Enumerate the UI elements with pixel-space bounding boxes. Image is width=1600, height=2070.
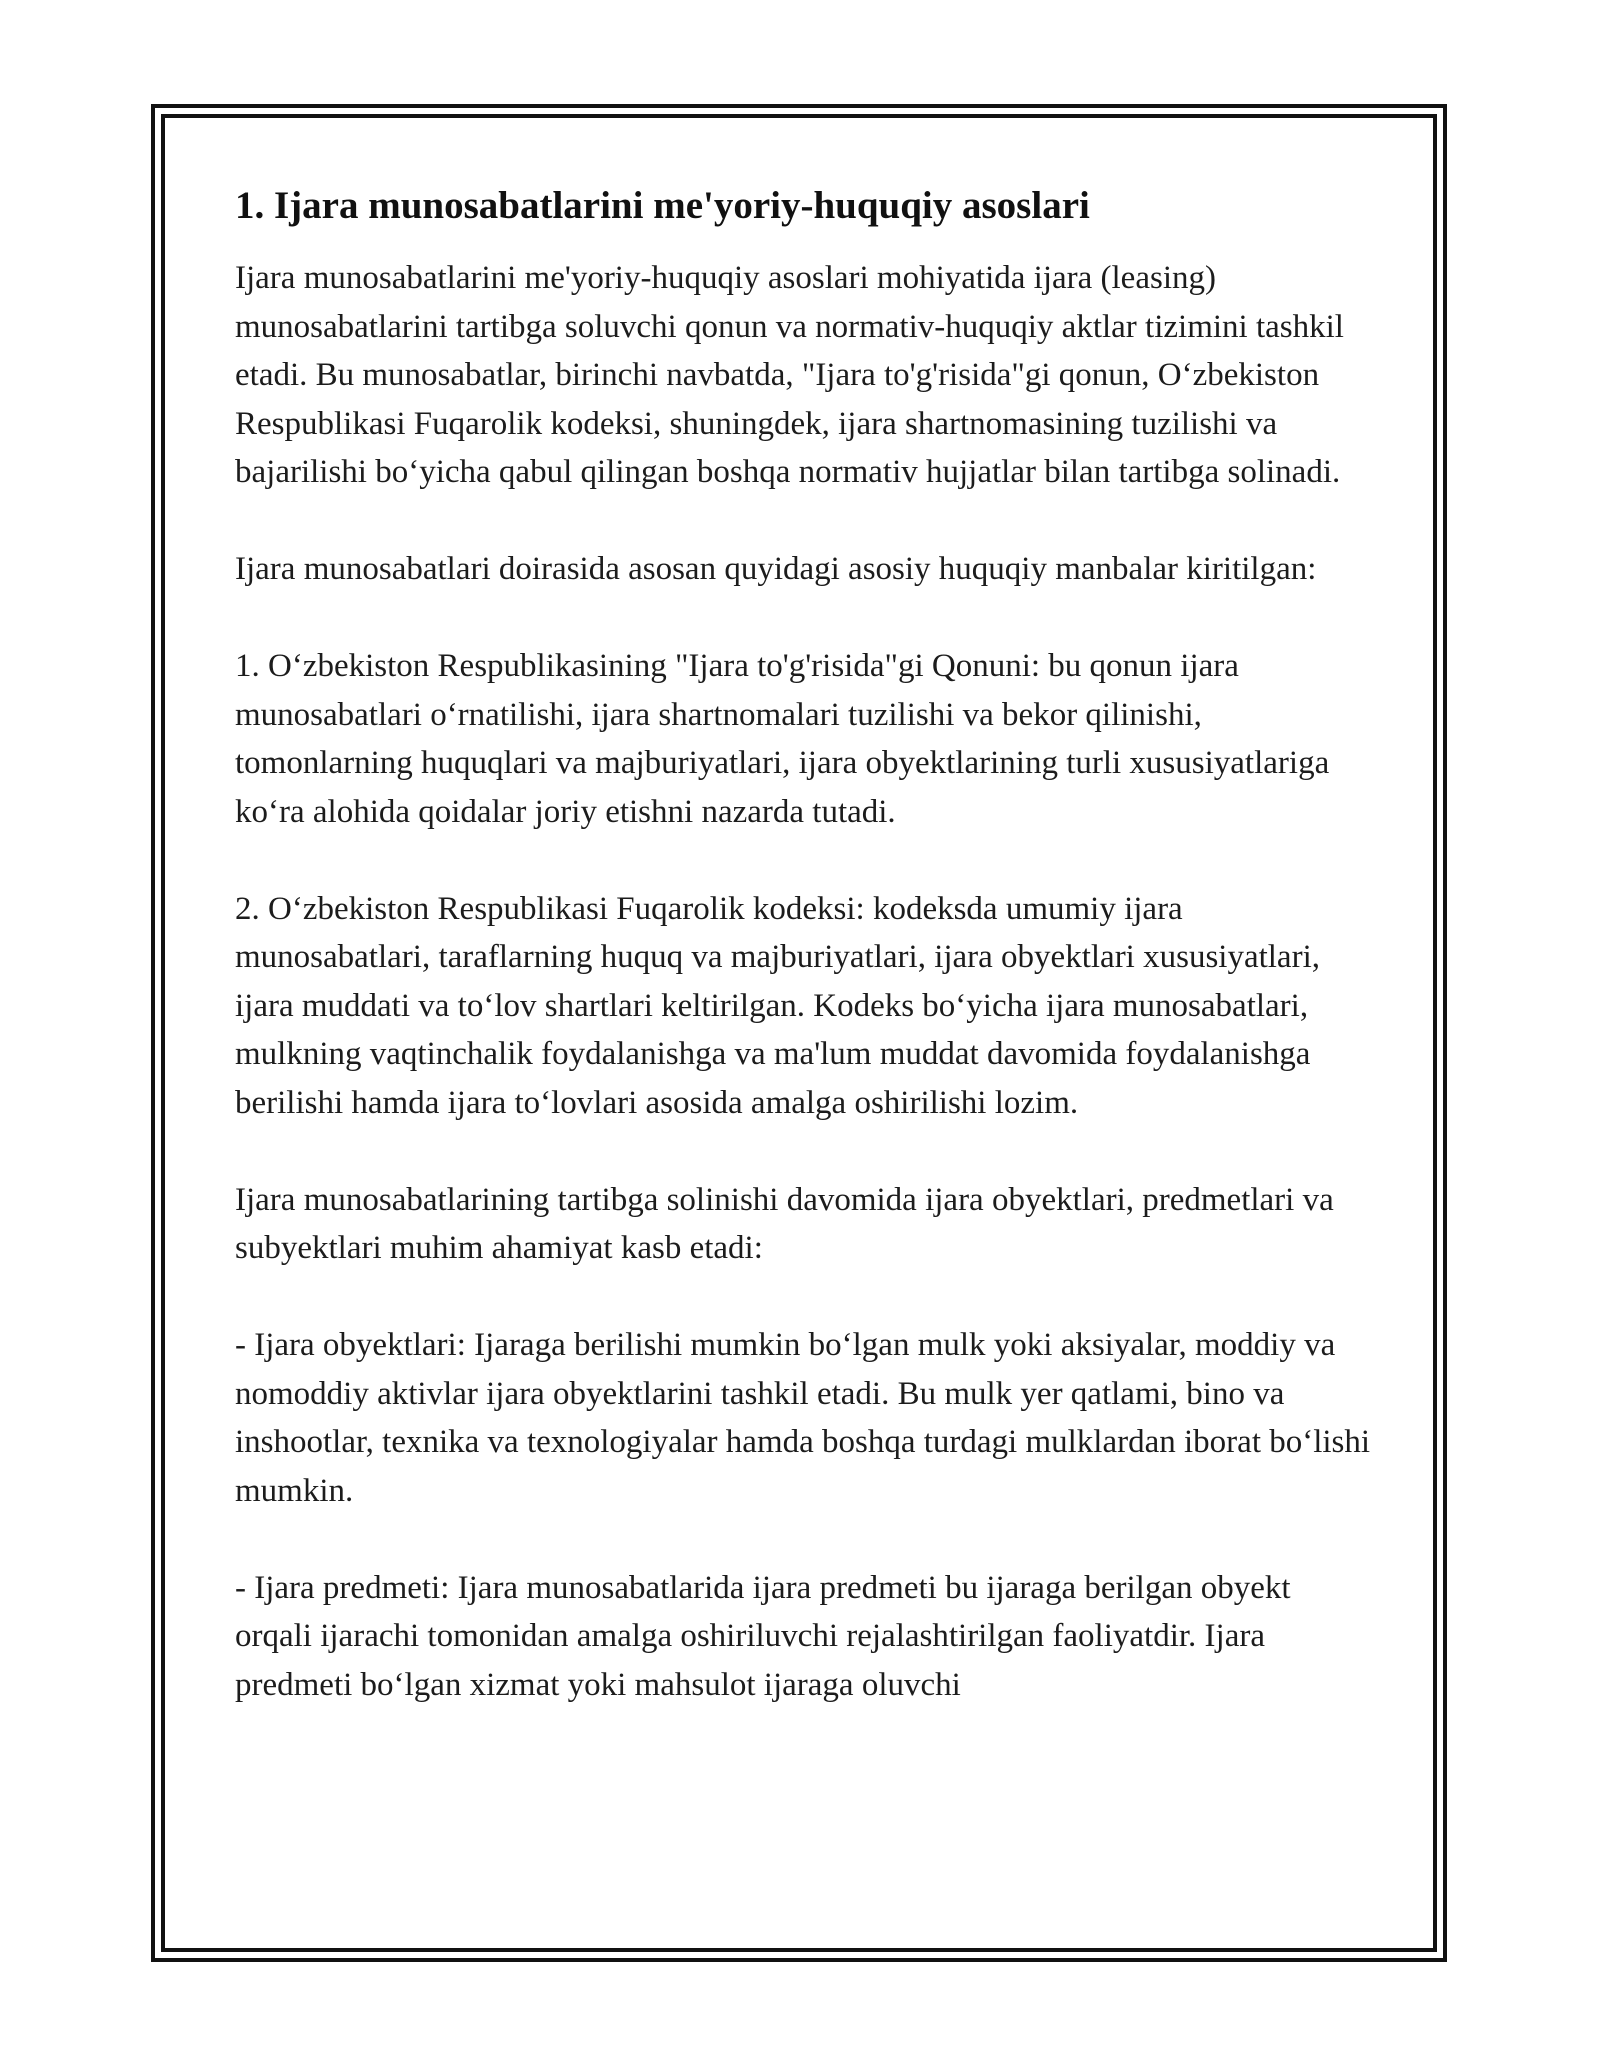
paragraph-sources-lead: Ijara munosabatlari doirasida asosan quyidagi asosiy huquqiy manbalar kiritilgan: <box>235 551 1317 587</box>
document-body <box>235 182 1375 1758</box>
paragraph-civil-code: 2. O‘zbekiston Respublikasi Fuqarolik kodeksi: kodeksda umumiy ijara munosabatlari, taraflarning huquq va majburiyatlari, ijara obyektlari xususiyatlari, ijara muddati va to‘lov shartlari keltirilgan. Kodeks bo‘yicha ijara munosabatlari, mulkning vaqtinchalik foydalanishga va ma'lum muddat davomida foydalanishga berilishi hamda ijara to‘lovlari asosida amalga oshirilishi lozim. <box>235 890 1320 1121</box>
paragraph-law-on-lease: 1. O‘zbekiston Respublikasining "Ijara to'g'risida"gi Qonuni: bu qonun ijara munosabatlari o‘rnatilishi, ijara shartnomalari tuzilishi va bekor qilinishi, tomonlarning huquqlari va majburiyatlari, ijara obyektlarining turli xususiyatlariga ko‘ra alohida qoidalar joriy etishni nazarda tutadi. <box>235 648 1330 830</box>
section-title: 1. Ijara munosabatlarini me'yoriy-huquqiy asoslari <box>235 184 1090 227</box>
paragraph-lease-subject: - Ijara predmeti: Ijara munosabatlarida ijara predmeti bu ijaraga berilgan obyekt orqali ijarachi tomonidan amalga oshiriluvchi rejalashtirilgan faoliyatdir. Ijara predmeti bo‘lgan xizmat yoki mahsulot ijaraga oluvchi <box>235 1569 1291 1703</box>
paragraph-intro: Ijara munosabatlarini me'yoriy-huquqiy asoslari mohiyatida ijara (leasing) munosabatlarini tartibga soluvchi qonun va normativ-huquqiy aktlar tizimini tashkil etadi. Bu munosabatlar, birinchi navbatda, "Ijara to'g'risida"gi qonun, O‘zbekiston Respublikasi Fuqarolik kodeksi, shuningdek, ijara shartnomasining tuzilishi va bajarilishi bo‘yicha qabul qilingan boshqa normativ hujjatlar bilan tartibga solinadi. <box>235 260 1344 490</box>
paragraph-lease-objects: - Ijara obyektlari: Ijaraga berilishi mumkin bo‘lgan mulk yoki aksiyalar, moddiy va nomoddiy aktivlar ijara obyektlarini tashkil etadi. Bu mulk yer qatlami, bino va inshootlar, texnika va texnologiyalar hamda boshqa turdagi mulklardan iborat bo‘lishi mumkin. <box>235 1327 1371 1509</box>
paragraph-objects-subjects-lead: Ijara munosabatlarining tartibga solinishi davomida ijara obyektlari, predmetlari va subyektlari muhim ahamiyat kasb etadi: <box>235 1181 1334 1266</box>
